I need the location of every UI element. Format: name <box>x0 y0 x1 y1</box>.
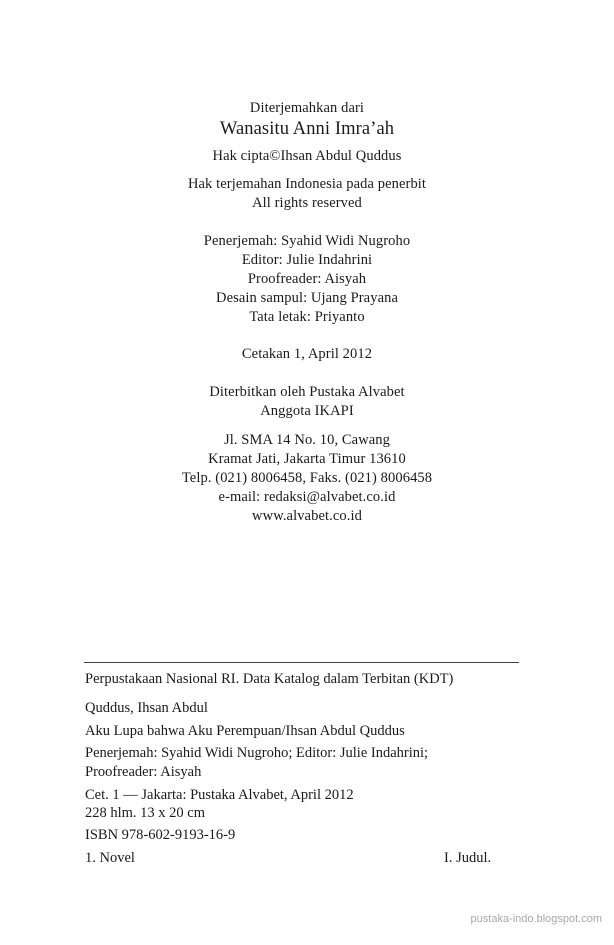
address-website: www.alvabet.co.id <box>252 508 362 524</box>
edition-line: Cetakan 1, April 2012 <box>241 346 373 362</box>
catalog-index: I. Judul. <box>444 850 492 866</box>
translation-rights: Hak terjemahan Indonesia pada penerbit <box>187 176 427 192</box>
original-title: Wanasitu Anni Imra’ah <box>219 119 395 139</box>
catalog-author: Quddus, Ihsan Abdul <box>85 700 208 716</box>
address-city: Kramat Jati, Jakarta Timur 13610 <box>208 451 406 467</box>
catalog-isbn: ISBN 978-602-9193-16-9 <box>85 827 236 843</box>
credit-translator: Penerjemah: Syahid Widi Nugroho <box>203 233 411 249</box>
address-email: e-mail: redaksi@alvabet.co.id <box>218 489 396 505</box>
catalog-imprint: Cet. 1 — Jakarta: Pustaka Alvabet, April 2012 <box>85 787 354 803</box>
all-rights-reserved: All rights reserved <box>252 195 362 211</box>
translation-note: Diterjemahkan dari <box>249 100 365 116</box>
catalog-heading: Perpustakaan Nasional RI. Data Katalog dalam Terbitan (KDT) <box>85 671 454 687</box>
catalog-divider <box>84 662 519 663</box>
catalog-extent: 228 hlm. 13 x 20 cm <box>85 805 206 821</box>
credit-editor: Editor: Julie Indahrini <box>241 252 373 268</box>
catalog-contributors: Penerjemah: Syahid Widi Nugroho; Editor: Julie Indahrini; <box>85 745 429 761</box>
publisher-membership: Anggota IKAPI <box>260 403 354 419</box>
publisher-line: Diterbitkan oleh Pustaka Alvabet <box>209 384 405 400</box>
credit-proofreader: Proofreader: Aisyah <box>247 271 367 287</box>
address-street: Jl. SMA 14 No. 10, Cawang <box>223 432 391 448</box>
credit-layout: Tata letak: Priyanto <box>249 309 365 325</box>
site-watermark: pustaka-indo.blogspot.com <box>470 913 602 925</box>
catalog-title: Aku Lupa bahwa Aku Perempuan/Ihsan Abdul Quddus <box>85 723 405 739</box>
credit-cover-design: Desain sampul: Ujang Prayana <box>216 290 398 306</box>
catalog-subject: 1. Novel <box>85 850 135 866</box>
copyright-line: Hak cipta©Ihsan Abdul Quddus <box>212 148 402 164</box>
catalog-contributors-cont: Proofreader: Aisyah <box>85 764 202 780</box>
address-phone: Telp. (021) 8006458, Faks. (021) 8006458 <box>181 470 433 486</box>
